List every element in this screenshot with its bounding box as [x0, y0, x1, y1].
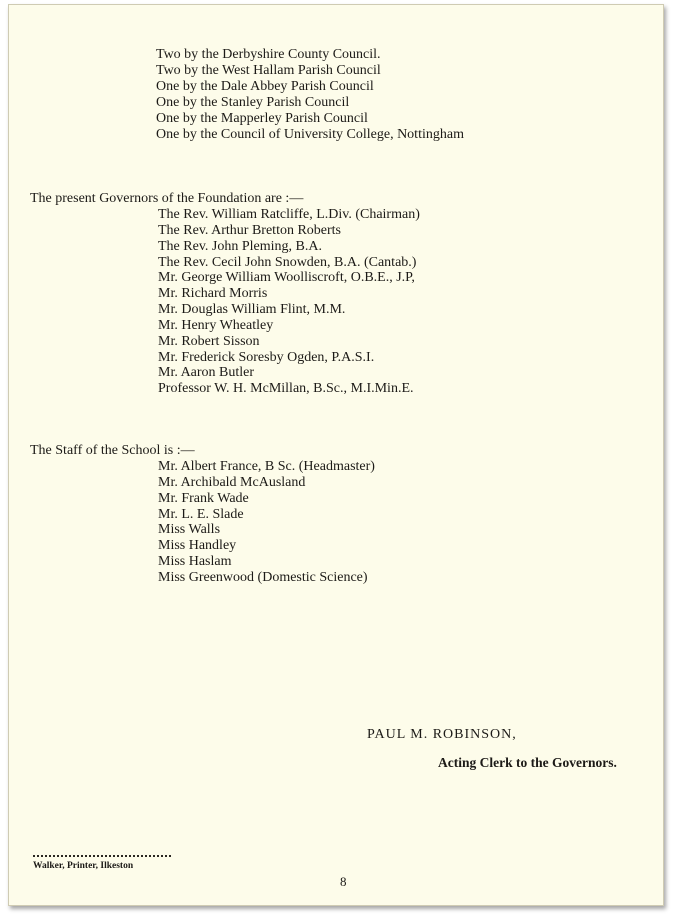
staff-heading: The Staff of the School is :—	[30, 443, 195, 458]
governor-entry: The Rev. Arthur Bretton Roberts	[158, 222, 342, 238]
governor-entry: The Rev. William Ratcliffe, L.Div. (Chairman)	[158, 207, 420, 222]
governor-entry: Mr. Douglas William Flint, M.M.	[158, 302, 346, 318]
staff-list	[158, 459, 375, 586]
appointments-list	[156, 47, 464, 143]
staff-entry: Mr. Archibald McAusland	[158, 474, 306, 490]
page-number: 8	[340, 874, 347, 889]
governor-entry: Mr. George William Woolliscroft, O.B.E., J.P,	[158, 270, 415, 286]
governor-entry: The Rev. Cecil John Snowden, B.A. (Cantab.)	[158, 254, 417, 270]
printer-credit: Walker, Printer, Ilkeston	[33, 861, 134, 871]
appointment-line: One by the Mapperley Parish Council	[156, 111, 368, 126]
governor-entry: Mr. Robert Sisson	[158, 333, 260, 349]
signatory-title: Acting Clerk to the Governors.	[438, 755, 617, 770]
governor-entry: Mr. Henry Wheatley	[158, 317, 274, 333]
footnote-divider	[33, 855, 171, 857]
appointment-line: Two by the West Hallam Parish Council	[156, 63, 381, 78]
governor-entry: The Rev. John Pleming, B.A.	[158, 238, 322, 254]
staff-entry: Mr. Albert France, B Sc. (Headmaster)	[158, 459, 375, 474]
governors-list	[158, 207, 420, 397]
staff-entry: Mr. Frank Wade	[158, 490, 249, 506]
governor-entry: Professor W. H. McMillan, B.Sc., M.I.Min.E.	[158, 381, 414, 397]
document-page	[8, 4, 664, 906]
signatory-name: PAUL M. ROBINSON,	[367, 727, 517, 742]
appointment-line: One by the Stanley Parish Council	[156, 95, 350, 110]
staff-entry: Miss Walls	[158, 522, 221, 538]
appointment-line: Two by the Derbyshire County Council.	[156, 47, 381, 62]
governors-heading: The present Governors of the Foundation are :—	[30, 191, 304, 206]
governor-entry: Mr. Richard Morris	[158, 286, 268, 302]
appointment-line: One by the Dale Abbey Parish Council	[156, 79, 374, 94]
staff-entry: Miss Greenwood (Domestic Science)	[158, 569, 368, 585]
governor-entry: Mr. Frederick Soresby Ogden, P.A.S.I.	[158, 349, 375, 365]
staff-entry: Miss Handley	[158, 538, 237, 554]
governor-entry: Mr. Aaron Butler	[158, 365, 255, 381]
staff-entry: Mr. L. E. Slade	[158, 506, 244, 522]
appointment-line: One by the Council of University College, Nottingham	[156, 127, 464, 142]
staff-entry: Miss Haslam	[158, 554, 232, 570]
